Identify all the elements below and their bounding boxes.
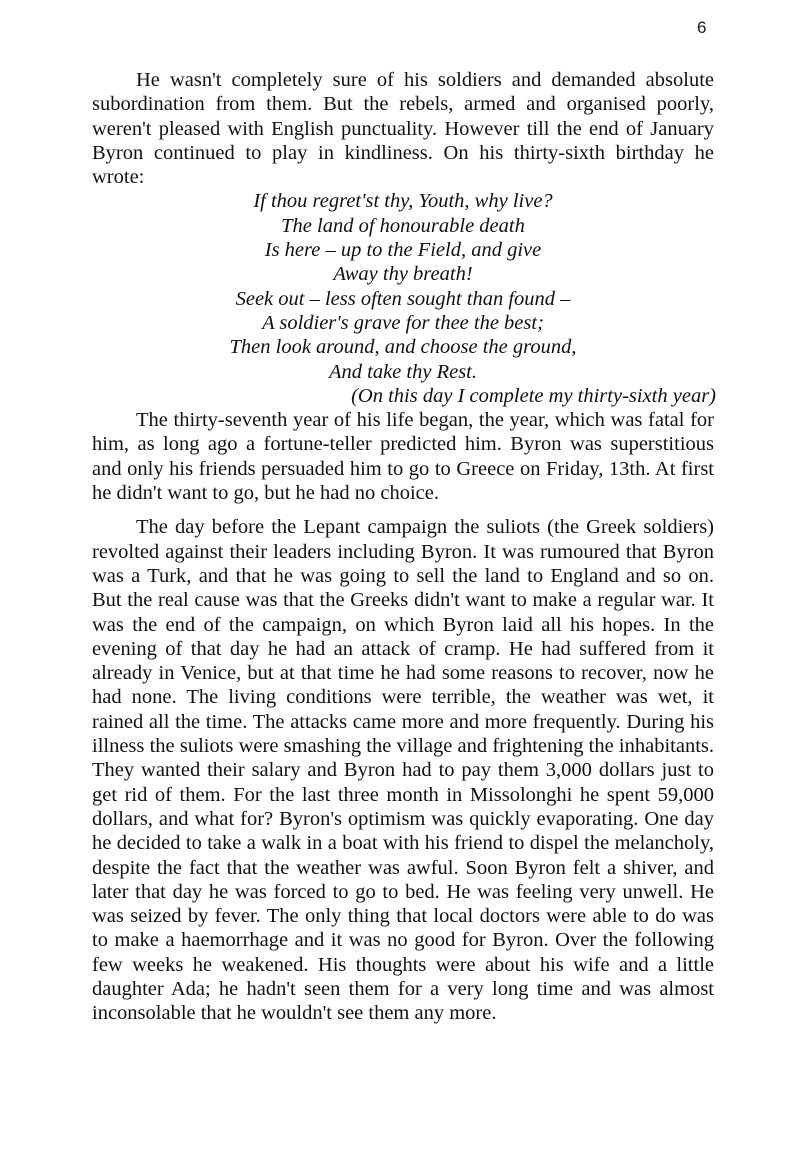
page-body xyxy=(92,68,714,1026)
poem-line: The land of honourable death xyxy=(281,214,525,237)
poem-line: If thou regret'st thy, Youth, why live? xyxy=(253,190,553,213)
poem-line: Away thy breath! xyxy=(333,263,473,286)
poem-line: Then look around, and choose the ground, xyxy=(229,336,577,359)
poem-line: Is here – up to the Field, and give xyxy=(264,239,542,262)
poem-line: And take thy Rest. xyxy=(328,360,477,383)
poem-caption: (On this day I complete my thirty-sixth year) xyxy=(351,384,716,407)
paragraph-intro: He wasn't completely sure of his soldiers and demanded absolute subordination from them. But the rebels, armed and organised poorly, weren't pleased with English punctuality. However till the end of January Byron continued to play in kindliness. On his thirty-sixth birthday he wrote: xyxy=(92,69,714,189)
paragraph-thirty-seventh-year: The thirty-seventh year of his life began, the year, which was fatal for him, as long ago a fortune-teller predicted him. Byron was superstitious and only his friends persuaded him to go to Greece on Friday, 13th. At first he didn't want to go, but he had no choice. xyxy=(92,409,714,505)
poem-line: Seek out – less often sought than found – xyxy=(235,287,571,310)
page-number: 6 xyxy=(697,18,707,37)
poem-line: A soldier's grave for thee the best; xyxy=(262,311,544,334)
poem xyxy=(92,189,714,408)
paragraph-lepant-campaign: The day before the Lepant campaign the suliots (the Greek soldiers) revolted against their leaders including Byron. It was rumoured that Byron was a Turk, and that he was going to sell the land to England and so on. But the real cause was that the Greeks didn't want to make a regular war. It was the end of the campaign, on which Byron laid all his hopes. In the evening of that day he had an attack of cramp. He had suffered from it already in Venice, but at that time he had some reasons to recover, now he had none. The living conditions were terrible, the weather was wet, it rained all the time. The attacks came more and more frequently. During his illness the suliots were smashing the village and frightening the inhabitants. They wanted their salary and Byron had to pay them 3,000 dollars just to get rid of them. For the last three month in Missolonghi he spent 59,000 dollars, and what for? Byron's optimism was quickly evaporating. One day he decided to take a walk in a boat with his friend to dispel the melancholy, despite the fact that the weather was awful. Soon Byron felt a shiver, and later that day he was forced to go to bed. He was feeling very unwell. He was seized by fever. The only thing that local doctors were able to do was to make a haemorrhage and it was no good for Byron. Over the following few weeks he weakened. His thoughts were about his wife and a little daughter Ada; he hadn't seen them for a very long time and was almost inconsolable that he wouldn't see them any more. xyxy=(92,516,714,1025)
